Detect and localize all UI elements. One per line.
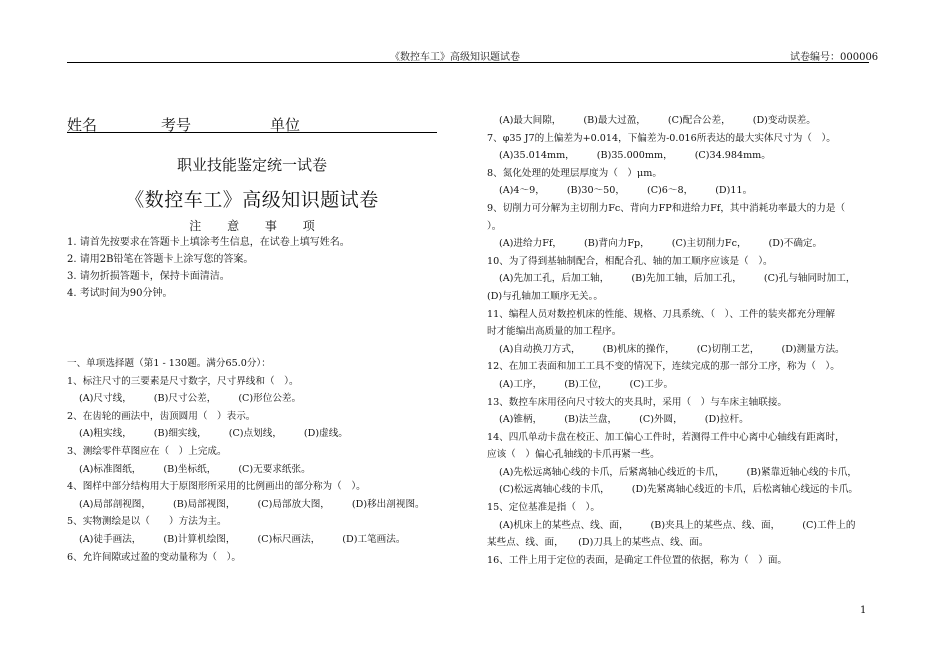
answer-option: (B)法兰盘，: [564, 414, 618, 426]
question-text: 2、在齿轮的画法中，齿顶圆用（ ）表示。: [67, 410, 256, 422]
question-text: 11、编程人员对数控机床的性能、规格、刀具系统、（ ）、工件的装夹都充分理解: [487, 308, 835, 320]
answer-option: (D)移出剖视图。: [351, 498, 425, 510]
answer-option: (A)机床上的某些点、线、面，: [499, 519, 629, 531]
answer-options: [487, 270, 872, 288]
answer-option: (B)30～50，: [566, 185, 625, 197]
answer-options: [487, 376, 872, 394]
answer-option: (D)11。: [715, 185, 753, 197]
answer-option: (A)尺寸线，: [79, 393, 132, 405]
answer-option: (B)夹具上的某些点、线、面，: [650, 519, 781, 531]
question-text: 16、工件上用于定位的表面，是确定工件位置的依据，称为（ ）面。: [487, 554, 788, 566]
answer-option: (D)虚线。: [303, 428, 348, 440]
answer-option: (C)34.984mm。: [694, 150, 771, 162]
exam-title: 《数控车工》高级知识题试卷: [125, 189, 379, 211]
answer-option: (B)先加工轴，后加工孔，: [631, 273, 742, 285]
answer-option: (B)局部视图，: [172, 498, 236, 510]
notice-item: 2. 请用2B铅笔在答题卡上涂写您的答案。: [67, 254, 254, 265]
notice-list: [67, 234, 447, 302]
answer-options: [487, 112, 872, 130]
header-rule: [67, 62, 869, 63]
candidate-info: [67, 112, 437, 133]
answer-option: (C)孔与轴同时加工，: [763, 273, 856, 285]
page-number: 1: [860, 605, 867, 616]
question-text: 3、测绘零件草图应在（ ）上完成。: [67, 445, 227, 457]
question-text: (D)与孔轴加工顺序无关。。: [487, 290, 603, 302]
question-text: 某些点、线、面， (D)刀具上的某些点、线、面。: [487, 537, 709, 549]
question-text: ）。: [487, 220, 502, 232]
answer-option: (D)先紧离轴心线近的卡爪，后松离轴心线远的卡爪。: [631, 484, 859, 496]
answer-option: (A)先松远离轴心线的卡爪，后紧离轴心线近的卡爪，: [499, 466, 725, 478]
question-text: 8、氮化处理的处理层厚度为（ ）μm。: [487, 167, 662, 179]
answer-option: (C)无要求纸张。: [238, 463, 311, 475]
question-text: 4、图样中部分结构用大于原图形所采用的比例画出的部分称为（ ）。: [67, 481, 366, 493]
answer-option: (A)徒手画法，: [79, 533, 142, 545]
answer-options: [487, 411, 872, 429]
answer-option: (D)拉杆。: [704, 414, 749, 426]
answer-option: (A)先加工孔，后加工轴，: [499, 273, 610, 285]
notice-heading: 注 意 事 项: [189, 219, 315, 233]
question-text: 5、实物测绘是以（ ）方法为主。: [67, 516, 227, 528]
answer-options: [487, 235, 872, 253]
answer-option: (A)标准图纸，: [79, 463, 142, 475]
answer-option: (C)工步。: [629, 378, 674, 390]
answer-option: (B)最大过盈，: [583, 115, 646, 126]
answer-option: (A)工序，: [499, 378, 543, 390]
answer-options: [487, 341, 872, 359]
name-row: [67, 112, 437, 133]
answer-option: (A)锥柄，: [499, 414, 543, 426]
question-text: 13、数控车床用径向尺寸较大的夹具时，采用（ ）与车床主轴联接。: [487, 396, 788, 408]
question-text: 1、标注尺寸的三要素是尺寸数字，尺寸界线和（ ）。: [67, 375, 299, 387]
answer-option: (C)外圆，: [639, 414, 683, 426]
question-text: 时才能编出高质量的加工程序。: [487, 326, 622, 338]
notice-item: 1. 请首先按要求在答题卡上填涂考生信息，在试卷上填写姓名。: [67, 237, 350, 248]
unit-label: 单位: [270, 116, 301, 134]
name-label: 姓名: [67, 116, 98, 134]
question-text: 15、定位基准是指（ ）。: [487, 502, 600, 514]
answer-option: (D)测量方法。: [781, 343, 845, 355]
question-text: 应该（ ）偏心孔轴线的卡爪再紧一些。: [487, 449, 660, 461]
answer-option: (B)工位，: [564, 378, 608, 390]
answer-option: (C)工件上的: [802, 519, 856, 531]
answer-option: (D)不确定。: [768, 238, 823, 250]
answer-option: (A)进给力Ff，: [499, 238, 562, 250]
answer-options: [487, 517, 872, 535]
answer-option: (C)形位公差。: [238, 393, 302, 405]
question-text: 10、为了得到基轴制配合，相配合孔、轴的加工顺序应该是（ ）。: [487, 255, 773, 267]
answer-options: [67, 425, 457, 443]
answer-options: [487, 464, 872, 482]
answer-option: (B)35.000mm，: [596, 150, 673, 162]
answer-option: (B)背向力Fp，: [584, 238, 650, 250]
exam-heading: 职业技能鉴定统一试卷: [176, 156, 327, 174]
answer-option: (A)局部剖视图，: [79, 498, 151, 510]
answer-option: (C)点划线，: [228, 428, 282, 440]
notice-item: 3. 请勿折损答题卡，保持卡面清洁。: [67, 271, 230, 282]
answer-option: (A)4～9，: [499, 185, 545, 197]
right-column-questions: [487, 112, 872, 569]
answer-options: [67, 461, 457, 479]
left-column-questions: [67, 355, 457, 566]
answer-option: (A)最大间隙，: [499, 115, 562, 126]
answer-options: [67, 390, 457, 408]
answer-option: (C)切削工艺，: [696, 343, 760, 355]
answer-options: [67, 496, 457, 514]
paper-code: 试卷编号：000006: [790, 52, 879, 63]
question-text: 14、四爪单动卡盘在校正、加工偏心工件时，若测得工件中心离中心轴线有距离时，: [487, 431, 845, 443]
answer-option: (B)机床的操作，: [602, 343, 675, 355]
answer-options: [487, 147, 872, 165]
exam-id-label: 考号: [161, 116, 192, 134]
answer-option: (B)尺寸公差，: [153, 393, 217, 405]
notice-item: 4. 考试时间为90分钟。: [67, 288, 173, 299]
question-text: 7、φ35 J7的上偏差为+0.014，下偏差为-0.016所表达的最大实体尺寸为（ ）。: [487, 132, 836, 144]
answer-option: (B)坐标纸，: [163, 463, 217, 475]
answer-option: (C)配合公差，: [667, 115, 731, 126]
answer-option: (A)自动换刀方式，: [499, 343, 581, 355]
answer-option: (A)35.014mm，: [499, 150, 575, 162]
answer-options: [487, 182, 872, 200]
answer-option: (B)紧靠近轴心线的卡爪，: [746, 466, 857, 478]
header-title: 《数控车工》高级知识题试卷: [390, 52, 520, 63]
answer-option: (C)松远离轴心线的卡爪，: [499, 484, 610, 496]
answer-option: (C)局部放大图，: [257, 498, 330, 510]
answer-option: (B)细实线，: [153, 428, 207, 440]
answer-options: [487, 481, 872, 499]
answer-option: (D)变动误差。: [752, 115, 816, 126]
answer-option: (D)工笔画法。: [342, 533, 406, 545]
question-text: 12、在加工表面和加工工具不变的情况下，连续完成的那一部分工序，称为（ ）。: [487, 361, 840, 373]
answer-option: (A)粗实线，: [79, 428, 132, 440]
question-text: 9、切削力可分解为主切削力Fc、背向力FP和进给力Ff，其中消耗功率最大的力是（: [487, 202, 846, 214]
question-text: 6、允许间隙或过盈的变动量称为（ ）。: [67, 551, 241, 563]
answer-option: (C)标尺画法，: [257, 533, 321, 545]
answer-options: [67, 531, 457, 549]
answer-option: (C)主切削力Fc，: [671, 238, 747, 250]
answer-option: (C)6～8，: [646, 185, 694, 197]
question-text: 一、单项选择题（第1 - 130题。满分65.0分）：: [67, 358, 271, 369]
answer-option: (B)计算机绘图，: [163, 533, 236, 545]
